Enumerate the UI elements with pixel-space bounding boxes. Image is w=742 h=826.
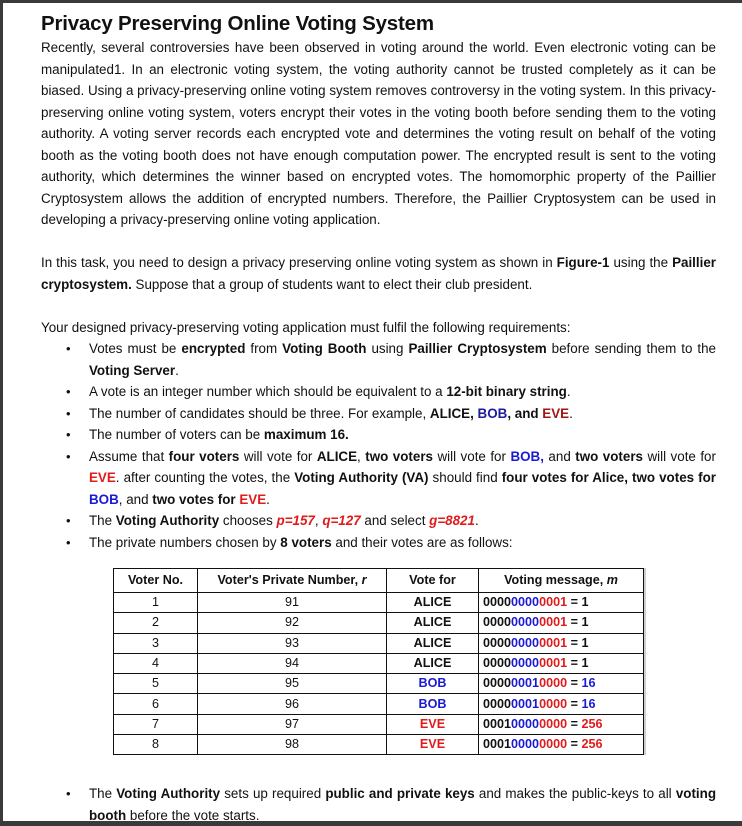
param-p: p=157 bbox=[276, 513, 315, 528]
requirement-item: • The Voting Authority sets up required public and private keys and makes the public-keys to all voting booth before the vote starts. bbox=[41, 783, 716, 826]
requirement-item: • The number of voters can be maximum 16. bbox=[41, 424, 716, 446]
bullet-icon: • bbox=[66, 341, 71, 356]
cell-voting-message: 000100000000 = 256 bbox=[479, 735, 644, 755]
requirements-list-continued bbox=[41, 783, 716, 826]
text: In this task, you need to design a privacy preserving online voting system as shown in bbox=[41, 255, 557, 270]
voter-table bbox=[113, 568, 644, 755]
table-row bbox=[114, 694, 644, 714]
col-vote-for: Vote for bbox=[387, 569, 479, 593]
table-row bbox=[114, 633, 644, 653]
cell-voter-no: 7 bbox=[114, 714, 198, 734]
bullet-icon: • bbox=[66, 405, 71, 421]
cell-voting-message: 000000000001 = 1 bbox=[479, 593, 644, 613]
table-row bbox=[114, 674, 644, 694]
cell-voter-no: 1 bbox=[114, 593, 198, 613]
cell-voting-message: 000100000000 = 256 bbox=[479, 714, 644, 734]
cell-vote-for: ALICE bbox=[387, 613, 479, 633]
cell-vote-for: EVE bbox=[387, 714, 479, 734]
cell-vote-for: BOB bbox=[387, 674, 479, 694]
bullet-icon: • bbox=[66, 384, 71, 399]
cell-voter-no: 6 bbox=[114, 694, 198, 714]
cell-voting-message: 000000000001 = 1 bbox=[479, 633, 644, 653]
page-title: Privacy Preserving Online Voting System bbox=[41, 12, 434, 35]
cell-private-number: 95 bbox=[198, 674, 387, 694]
table-row bbox=[114, 653, 644, 673]
requirements-list bbox=[41, 338, 716, 553]
bullet-icon: • bbox=[66, 513, 71, 528]
bullet-icon: • bbox=[66, 427, 71, 442]
col-voter-no: Voter No. bbox=[114, 569, 198, 593]
cell-voting-message: 000000000001 = 1 bbox=[479, 653, 644, 673]
cell-voting-message: 000000010000 = 16 bbox=[479, 694, 644, 714]
bullet-icon: • bbox=[66, 534, 71, 550]
cell-vote-for: EVE bbox=[387, 735, 479, 755]
cell-voter-no: 5 bbox=[114, 674, 198, 694]
cell-voter-no: 4 bbox=[114, 653, 198, 673]
requirement-item: • The Voting Authority chooses p=157, q=127 and select g=8821. bbox=[41, 510, 716, 532]
intro-paragraph: Recently, several controversies have been observed in voting around the world. Even electronic voting can be manipulated1. In an electronic voting system, the voting authority cannot be trusted completely as it can be biased. Using a privacy-preserving online voting system removes controversy in the voting system. In this privacy-preserving online voting system, voters encrypt their votes in the voting booth before sending them to the voting authority. A voting server records each encrypted vote and determines the voting result on behalf of the voting booth as the voting booth does not have enough computation power. The encrypted result is sent to the voting authority, which determines the winner based on encrypted votes. The homomorphic property of the Paillier Cryptosystem allows the addition of encrypted numbers. Therefore, the Paillier Cryptosystem can be used in developing a privacy-preserving online voting application. bbox=[41, 40, 716, 227]
text-bold: Paillier cryptosystem. bbox=[41, 255, 716, 292]
requirement-item: • Assume that four voters will vote for ALICE, two voters will vote for BOB, and two voters will vote for EVE. after counting the votes, the Voting Authority (VA) should find four votes for Alice, two votes for BOB, and two votes for EVE. bbox=[41, 446, 716, 511]
col-voting-message: Voting message, m bbox=[479, 569, 644, 593]
param-g: g=8821 bbox=[429, 513, 475, 528]
requirement-item: • The private numbers chosen by 8 voters and their votes are as follows: bbox=[41, 532, 716, 554]
cell-private-number: 97 bbox=[198, 714, 387, 734]
cell-vote-for: ALICE bbox=[387, 593, 479, 613]
cell-voting-message: 000000000001 = 1 bbox=[479, 613, 644, 633]
text: Suppose that a group of students want to elect their club president. bbox=[131, 276, 533, 292]
cell-private-number: 96 bbox=[198, 694, 387, 714]
cell-private-number: 98 bbox=[198, 735, 387, 755]
table-row bbox=[114, 714, 644, 734]
cell-voting-message: 000000010000 = 16 bbox=[479, 674, 644, 694]
post-table-section bbox=[41, 783, 716, 826]
param-q: q=127 bbox=[322, 513, 361, 528]
requirement-item: • A vote is an integer number which should be equivalent to a 12-bit binary string. bbox=[41, 381, 716, 403]
cell-vote-for: BOB bbox=[387, 694, 479, 714]
cell-private-number: 91 bbox=[198, 593, 387, 613]
cell-voter-no: 3 bbox=[114, 633, 198, 653]
table-header-row bbox=[114, 569, 644, 593]
cell-private-number: 92 bbox=[198, 613, 387, 633]
requirement-item: • Votes must be encrypted from Voting Booth using Paillier Cryptosystem before sending them to the Voting Server. bbox=[41, 338, 716, 381]
cell-private-number: 94 bbox=[198, 653, 387, 673]
cell-private-number: 93 bbox=[198, 633, 387, 653]
cell-vote-for: ALICE bbox=[387, 653, 479, 673]
requirements-intro: Your designed privacy-preserving voting application must fulfil the following requirements: bbox=[41, 319, 571, 335]
cell-vote-for: ALICE bbox=[387, 633, 479, 653]
bullet-icon: • bbox=[66, 786, 71, 801]
text: using the bbox=[609, 255, 673, 270]
cell-voter-no: 8 bbox=[114, 735, 198, 755]
requirement-item: • The number of candidates should be three. For example, ALICE, BOB, and EVE. bbox=[41, 403, 716, 425]
document-page bbox=[3, 3, 742, 821]
table-row bbox=[114, 613, 644, 633]
table-row bbox=[114, 593, 644, 613]
task-paragraph bbox=[41, 252, 716, 295]
bullet-icon: • bbox=[66, 448, 71, 464]
col-private-number: Voter's Private Number, r bbox=[198, 569, 387, 593]
table-row bbox=[114, 735, 644, 755]
cell-voter-no: 2 bbox=[114, 613, 198, 633]
document-content bbox=[41, 11, 716, 553]
figure-reference: Figure-1 bbox=[556, 255, 610, 270]
